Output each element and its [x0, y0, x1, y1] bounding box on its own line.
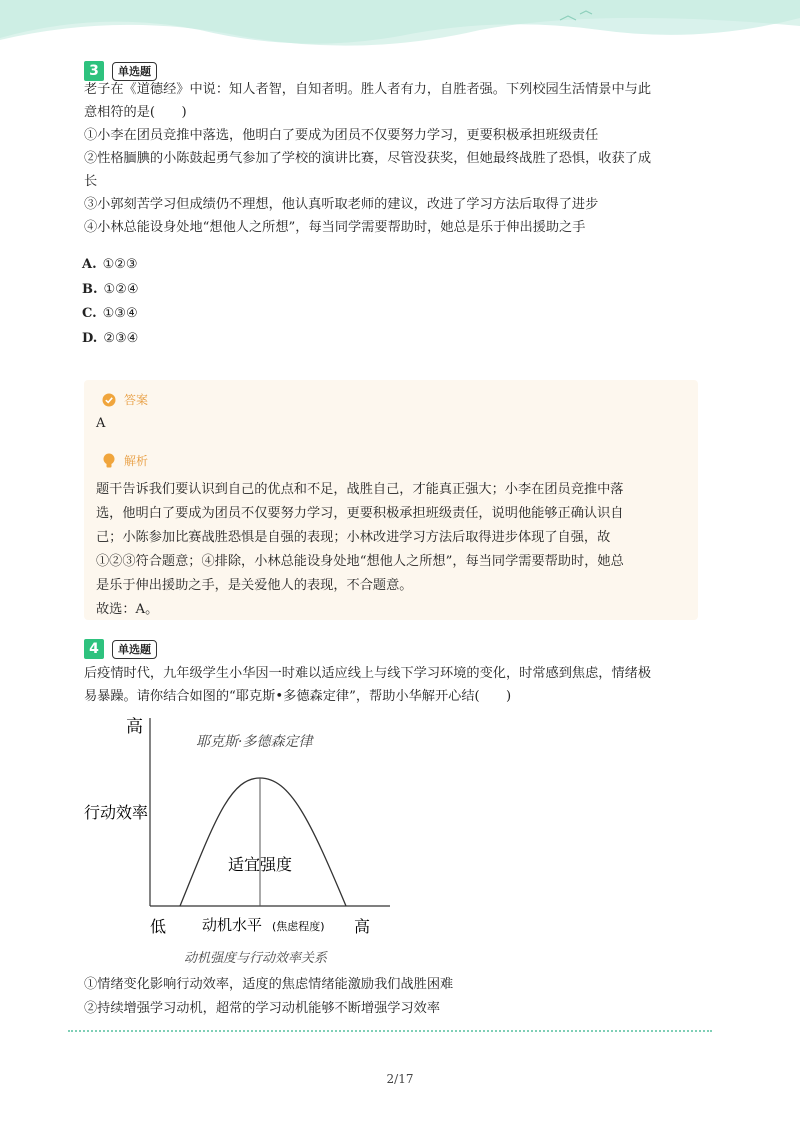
stem-line: 后疫情时代，九年级学生小华因一时难以适应线上与线下学习环境的变化，时常感到焦虑，情绪极 [84, 666, 652, 681]
answer-value: A [96, 416, 106, 431]
page-number: 2/17 [386, 1072, 414, 1086]
explanation-line: 题干告诉我们要认识到自己的优点和不足，战胜自己，才能真正强大；小李在团员竞推中落 [96, 482, 624, 497]
statement: ④小林总能设身处地“想他人之所想”，每当同学需要帮助时，她总是乐于伸出援助之手 [84, 220, 586, 235]
explanation-line: 是乐于伸出援助之手，是关爱他人的表现，不合题意。 [96, 578, 413, 593]
x-high-label: 高 [354, 917, 371, 936]
figure-caption: 动机强度与行动效率关系 [184, 951, 328, 966]
header-banner [0, 0, 800, 60]
question-4-statements [84, 973, 453, 1021]
stem-line: 意相符的是( ) [84, 105, 187, 120]
explanation-line: ①②③符合题意；④排除，小林总能设身处地“想他人之所想”，每当同学需要帮助时，她总 [96, 554, 624, 569]
option-b[interactable]: B. ①②④ [82, 281, 139, 297]
y-high-label: 高 [126, 717, 143, 737]
yerkes-dodson-figure [80, 710, 400, 968]
question-number: 4 [84, 639, 104, 659]
answer-tag [102, 391, 148, 408]
explain-tag [102, 452, 148, 469]
option-d[interactable]: D. ②③④ [82, 330, 139, 346]
question-3-options [82, 253, 138, 351]
divider [68, 1030, 712, 1032]
statement: ②性格腼腆的小陈鼓起勇气参加了学校的演讲比赛，尽管没获奖，但她最终战胜了恐惧，收获了成 [84, 151, 652, 166]
y-axis-label: 行动效率 [84, 803, 149, 822]
question-type-badge: 单选题 [112, 640, 157, 659]
lightbulb-icon [102, 453, 116, 469]
question-type-badge: 单选题 [112, 62, 157, 81]
question-3-stem [84, 78, 704, 239]
explanation-line: 己；小陈参加比赛战胜恐惧是自强的表现；小林改进学习方法后取得进步体现了自强，故 [96, 530, 611, 545]
statement: ②持续增强学习动机，超常的学习动机能够不断增强学习效率 [84, 1001, 441, 1016]
question-4-header [84, 639, 157, 659]
explanation-line: 故选：A。 [96, 602, 159, 617]
check-circle-icon [102, 393, 116, 407]
x-low-label: 低 [150, 917, 167, 936]
answer-label: 答案 [124, 393, 149, 407]
figure-title: 耶克斯·多德森定律 [196, 734, 313, 750]
stem-line: 老子在《道德经》中说：知人者智，自知者明。胜人者有力，自胜者强。下列校园生活情景中与此 [84, 82, 652, 97]
question-number: 3 [84, 61, 104, 81]
statement: ③小郭刻苦学习但成绩仍不理想，他认真听取老师的建议，改进了学习方法后取得了进步 [84, 197, 599, 212]
statement: ①情绪变化影响行动效率，适度的焦虑情绪能激励我们战胜困难 [84, 977, 454, 992]
statement: 长 [84, 174, 98, 189]
question-4-stem [84, 662, 704, 708]
option-a[interactable]: A. ①②③ [82, 257, 138, 272]
explanation-line: 选，他明白了要成为团员不仅要努力学习，更要积极承担班级责任，说明他能够正确认识自 [96, 506, 624, 521]
x-axis-label: 动机水平 [202, 916, 263, 934]
statement: ①小李在团员竞推中落选，他明白了要成为团员不仅要努力学习，更要积极承担班级责任 [84, 128, 599, 143]
x-axis-note: (焦虑程度) [272, 920, 325, 933]
stem-line: 易暴躁。请你结合如图的“耶克斯•多德森定律”，帮助小华解开心结( ) [84, 689, 512, 704]
option-c[interactable]: C. ①③④ [82, 306, 138, 321]
curve-label: 适宜强度 [228, 855, 293, 874]
explain-label: 解析 [124, 454, 149, 468]
explanation [96, 478, 696, 622]
curve [180, 778, 346, 906]
